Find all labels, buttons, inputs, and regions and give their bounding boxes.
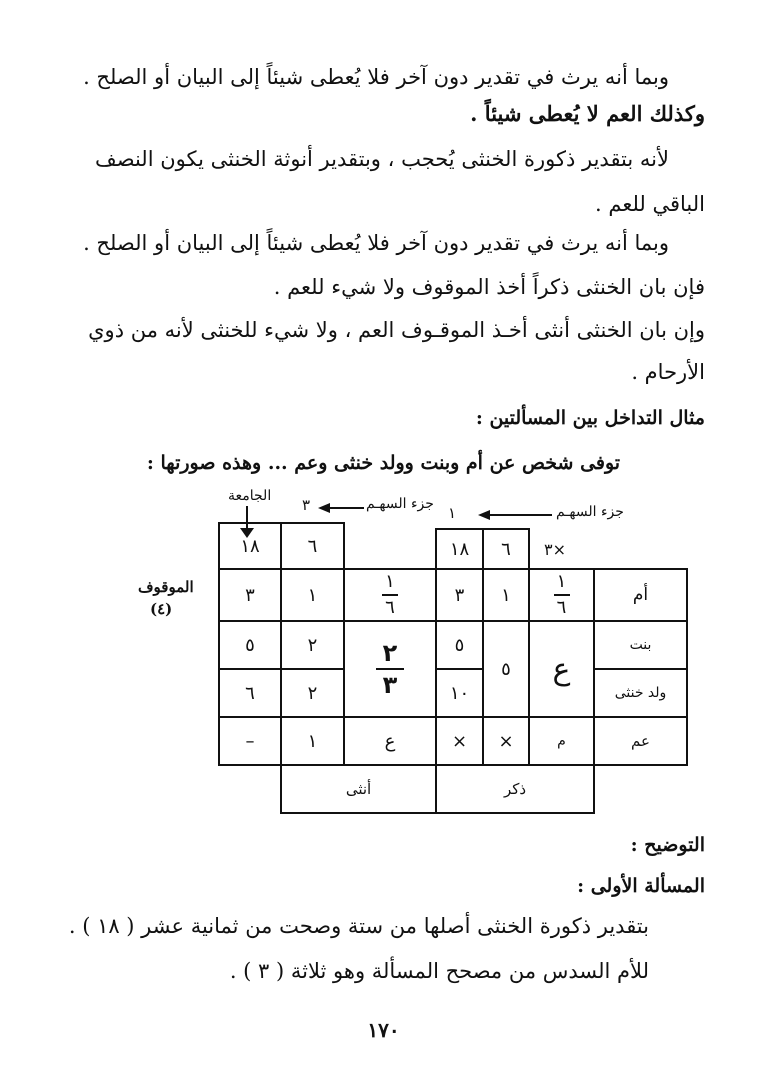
label-jamia: الجامعة [228, 488, 272, 504]
label-juz3: جزء السهـم [366, 496, 434, 512]
male-c2-mother: ٣ [454, 584, 465, 606]
male-c2-khuntha: ١٠ [449, 682, 470, 704]
male-label: ذكر [503, 780, 527, 798]
heir-khuntha: ولد خنثى [614, 685, 667, 701]
male-c1-mother: ١ [501, 584, 511, 606]
text-line-6: فإن بان الخنثى ذكراً أخذ الموقوف ولا شيء للعم . [273, 275, 705, 299]
male-share-asaba: ع [552, 651, 571, 687]
juz1-number: ١ [448, 504, 457, 522]
juz3-arrow-line [328, 507, 364, 509]
example-statement: توفى شخص عن أم وبنت وولد خنثى وعم ... وهذه صورتها : [146, 452, 621, 474]
grid-line [686, 568, 688, 766]
male-share-mother: $\frac{١}{٦}$ [530, 570, 593, 620]
male-c2-daughter: ٥ [454, 634, 465, 656]
female-c1-daughter: ٢ [307, 634, 318, 656]
page-number: ١٧٠ [367, 1018, 400, 1042]
heir-uncle: عم [631, 732, 650, 750]
female-c1-khuntha: ٢ [307, 682, 318, 704]
jamia-daughter: ٥ [245, 634, 255, 656]
juz3-number: ٣ [302, 496, 311, 514]
male-c1-uncle: × [498, 730, 514, 752]
jamia-total: ١٨ [240, 535, 260, 557]
text-line-5: وبما أنه يرث في تقدير دون آخر فلا يُعطى شيئاً إلى البيان أو الصلح . [83, 231, 669, 255]
female-label: أنثى [345, 780, 372, 798]
male-corrected: ١٨ [449, 538, 470, 560]
female-share-mother: $\frac{١}{٦}$ [345, 570, 435, 620]
male-c2-uncle: × [451, 730, 468, 752]
example-heading: مثال التداخل بين المسألتين : [475, 407, 705, 429]
text-line-8: الأرحام . [631, 360, 705, 384]
text-line-1: وبما أنه يرث في تقدير دون آخر فلا يُعطى شيئاً إلى البيان أو الصلح . [83, 65, 669, 89]
first-case-heading: المسألة الأولى : [577, 875, 705, 897]
mawquf-value: (٤) [150, 600, 173, 618]
female-base: ٦ [307, 535, 318, 557]
multiplier: ×٣ [544, 539, 566, 559]
male-c1-children: ٥ [501, 658, 511, 680]
text-line-2: وكذلك العم لا يُعطى شيئاً . [470, 101, 705, 126]
first-case-line-2: للأم السدس من مصحح المسألة وهو ثلاثة ( ٣ ) . [229, 959, 649, 983]
text-line-7: وإن بان الخنثى أنثى أخـذ الموقـوف العم ، ولا شيء للخنثى لأنه من ذوي [88, 318, 705, 342]
text-line-3: لأنه بتقدير ذكورة الخنثى يُحجب ، وبتقدير أنوثة الخنثى يكون النصف [95, 147, 669, 171]
female-c1-uncle: ١ [307, 730, 318, 752]
male-share-uncle: م [557, 733, 566, 749]
female-c1-mother: ١ [307, 584, 318, 606]
male-base: ٦ [501, 538, 511, 560]
female-share-daughters: $\frac{٢}{٣}$ [345, 622, 435, 716]
jamia-uncle: – [245, 730, 255, 752]
female-share-uncle: ع [384, 730, 396, 752]
heir-mother: أم [632, 585, 649, 605]
juz1-arrow-line [488, 514, 552, 516]
explanation-heading: التوضيح : [630, 834, 705, 856]
text-line-4: الباقي للعم . [595, 192, 705, 216]
jamia-mother: ٣ [245, 584, 255, 606]
mawquf-label: الموقوف [138, 578, 194, 596]
label-juz1: جزء السهـم [556, 504, 624, 520]
first-case-line-1: بتقدير ذكورة الخنثى أصلها من ستة وصحت من ثمانية عشر ( ١٨ ) . [68, 914, 649, 938]
heir-daughter: بنت [629, 637, 652, 653]
jamia-khuntha: ٦ [245, 682, 255, 704]
